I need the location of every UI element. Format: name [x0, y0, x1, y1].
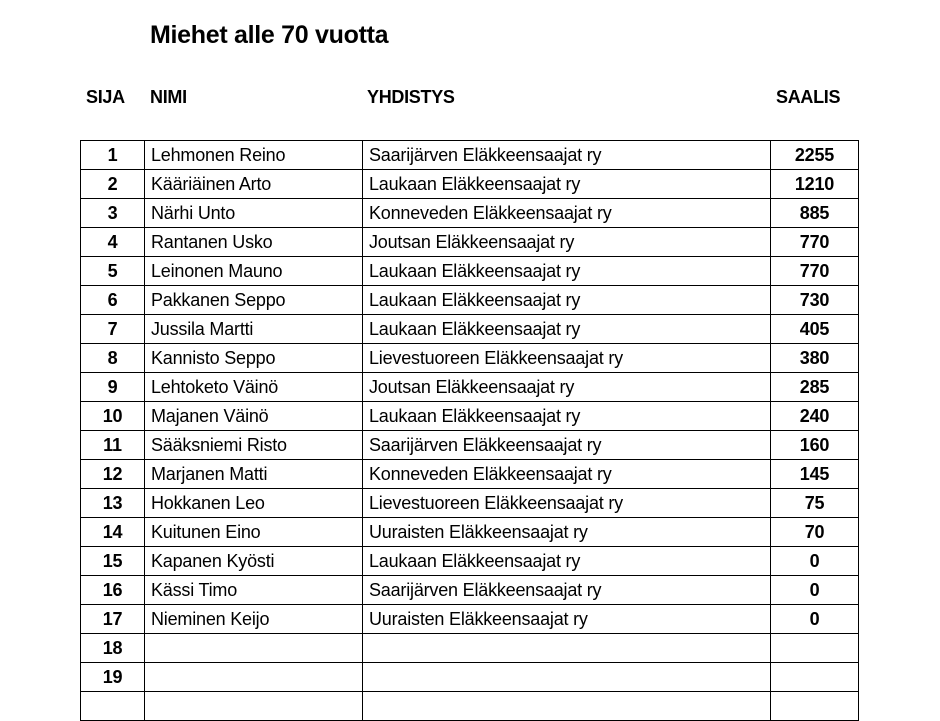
- club-cell: Laukaan Eläkkeensaajat ry: [363, 257, 771, 286]
- rank-cell: 11: [81, 431, 145, 460]
- name-cell: Kääriäinen Arto: [145, 170, 363, 199]
- name-cell: Kuitunen Eino: [145, 518, 363, 547]
- rank-cell: 10: [81, 402, 145, 431]
- column-header-catch: SAALIS: [776, 87, 841, 107]
- club-cell: Konneveden Eläkkeensaajat ry: [363, 460, 771, 489]
- club-cell: Laukaan Eläkkeensaajat ry: [363, 286, 771, 315]
- rank-cell: 1: [81, 141, 145, 170]
- club-cell: Uuraisten Eläkkeensaajat ry: [363, 605, 771, 634]
- club-cell: Saarijärven Eläkkeensaajat ry: [363, 141, 771, 170]
- name-cell: Kannisto Seppo: [145, 344, 363, 373]
- name-cell: Majanen Väinö: [145, 402, 363, 431]
- table-row: [81, 663, 859, 692]
- club-cell: Uuraisten Eläkkeensaajat ry: [363, 518, 771, 547]
- name-cell: Sääksniemi Risto: [145, 431, 363, 460]
- catch-cell: 0: [771, 547, 859, 576]
- table-row: [81, 257, 859, 286]
- table-row: [81, 547, 859, 576]
- catch-cell: 145: [771, 460, 859, 489]
- rank-cell: 17: [81, 605, 145, 634]
- table-row: [81, 402, 859, 431]
- name-cell: Pakkanen Seppo: [145, 286, 363, 315]
- rank-cell: 16: [81, 576, 145, 605]
- club-cell: Saarijärven Eläkkeensaajat ry: [363, 431, 771, 460]
- catch-cell: 70: [771, 518, 859, 547]
- column-header-name: NIMI: [150, 87, 187, 107]
- club-cell: [363, 663, 771, 692]
- name-cell: [145, 692, 363, 721]
- name-cell: Leinonen Mauno: [145, 257, 363, 286]
- rank-cell: 4: [81, 228, 145, 257]
- table-row: [81, 228, 859, 257]
- catch-cell: [771, 663, 859, 692]
- catch-cell: 240: [771, 402, 859, 431]
- name-cell: Marjanen Matti: [145, 460, 363, 489]
- name-cell: Lehmonen Reino: [145, 141, 363, 170]
- catch-cell: 2255: [771, 141, 859, 170]
- name-cell: Kapanen Kyösti: [145, 547, 363, 576]
- catch-cell: 405: [771, 315, 859, 344]
- table-row: [81, 431, 859, 460]
- club-cell: Laukaan Eläkkeensaajat ry: [363, 315, 771, 344]
- catch-cell: 75: [771, 489, 859, 518]
- club-cell: Konneveden Eläkkeensaajat ry: [363, 199, 771, 228]
- name-cell: Jussila Martti: [145, 315, 363, 344]
- catch-cell: 770: [771, 257, 859, 286]
- catch-cell: 0: [771, 576, 859, 605]
- column-header-rank: SIJA: [86, 87, 125, 107]
- catch-cell: 770: [771, 228, 859, 257]
- catch-cell: [771, 634, 859, 663]
- rank-cell: 3: [81, 199, 145, 228]
- name-cell: Närhi Unto: [145, 199, 363, 228]
- rank-cell: 5: [81, 257, 145, 286]
- table-row: [81, 373, 859, 402]
- rank-cell: 12: [81, 460, 145, 489]
- table-row: [81, 692, 859, 721]
- table-row: [81, 315, 859, 344]
- rank-cell: 14: [81, 518, 145, 547]
- club-cell: [363, 692, 771, 721]
- rank-cell: 9: [81, 373, 145, 402]
- name-cell: [145, 663, 363, 692]
- name-cell: [145, 634, 363, 663]
- rank-cell: [81, 692, 145, 721]
- club-cell: Joutsan Eläkkeensaajat ry: [363, 373, 771, 402]
- catch-cell: [771, 692, 859, 721]
- rank-cell: 15: [81, 547, 145, 576]
- table-row: [81, 170, 859, 199]
- name-cell: Lehtoketo Väinö: [145, 373, 363, 402]
- column-header-club: YHDISTYS: [367, 87, 455, 107]
- name-cell: Rantanen Usko: [145, 228, 363, 257]
- table-row: [81, 460, 859, 489]
- table-row: [81, 518, 859, 547]
- catch-cell: 0: [771, 605, 859, 634]
- rank-cell: 8: [81, 344, 145, 373]
- table-row: [81, 576, 859, 605]
- table-row: [81, 344, 859, 373]
- rank-cell: 6: [81, 286, 145, 315]
- results-table: [80, 140, 859, 721]
- catch-cell: 730: [771, 286, 859, 315]
- club-cell: Laukaan Eläkkeensaajat ry: [363, 402, 771, 431]
- club-cell: Saarijärven Eläkkeensaajat ry: [363, 576, 771, 605]
- catch-cell: 885: [771, 199, 859, 228]
- table-row: [81, 634, 859, 663]
- club-cell: Lievestuoreen Eläkkeensaajat ry: [363, 489, 771, 518]
- catch-cell: 380: [771, 344, 859, 373]
- catch-cell: 160: [771, 431, 859, 460]
- name-cell: Nieminen Keijo: [145, 605, 363, 634]
- table-row: [81, 605, 859, 634]
- club-cell: Laukaan Eläkkeensaajat ry: [363, 547, 771, 576]
- rank-cell: 2: [81, 170, 145, 199]
- results-table-body: [81, 141, 859, 721]
- rank-cell: 18: [81, 634, 145, 663]
- table-row: [81, 141, 859, 170]
- club-cell: [363, 634, 771, 663]
- catch-cell: 1210: [771, 170, 859, 199]
- name-cell: Hokkanen Leo: [145, 489, 363, 518]
- table-row: [81, 489, 859, 518]
- club-cell: Joutsan Eläkkeensaajat ry: [363, 228, 771, 257]
- club-cell: Lievestuoreen Eläkkeensaajat ry: [363, 344, 771, 373]
- rank-cell: 13: [81, 489, 145, 518]
- page-title: Miehet alle 70 vuotta: [150, 21, 389, 49]
- name-cell: Kässi Timo: [145, 576, 363, 605]
- catch-cell: 285: [771, 373, 859, 402]
- table-row: [81, 199, 859, 228]
- table-row: [81, 286, 859, 315]
- club-cell: Laukaan Eläkkeensaajat ry: [363, 170, 771, 199]
- rank-cell: 7: [81, 315, 145, 344]
- rank-cell: 19: [81, 663, 145, 692]
